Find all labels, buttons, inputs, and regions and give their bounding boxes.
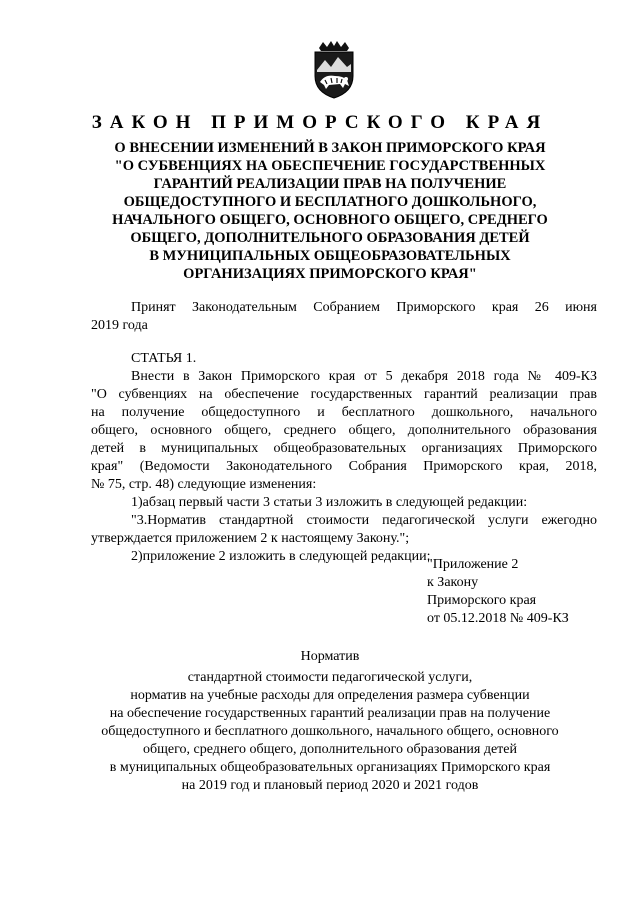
article-1 <box>91 350 597 566</box>
amendment-quote-line: утверждается приложением 2 к настоящему Закону."; <box>91 531 410 546</box>
amendment-quote-line: "3.Норматив стандартной стоимости педагогической услуги ежегодно <box>131 513 597 528</box>
normative-line: в муниципальных общеобразовательных организациях Приморского края <box>109 760 551 775</box>
adoption-line: 2019 года <box>91 318 148 333</box>
appendix-line: к Закону <box>427 575 479 590</box>
adoption-line: Принят Законодательным Собранием Приморского края 26 июня <box>131 300 597 315</box>
normative-line: стандартной стоимости педагогической услуги, <box>187 670 473 685</box>
article-text-line: общего, основного общего, среднего общего, дополнительного образования <box>91 423 597 438</box>
normative-line: общедоступного и бесплатного дошкольного, начального общего, основного <box>101 724 559 739</box>
subtitle-line: ОБЩЕДОСТУПНОГО И БЕСПЛАТНОГО ДОШКОЛЬНОГО, <box>123 194 537 210</box>
appendix-line: от 05.12.2018 № 409-КЗ <box>427 611 569 626</box>
normative-line: общего, среднего общего, дополнительного образования детей <box>143 742 517 757</box>
coat-of-arms-icon <box>307 40 361 100</box>
law-title: ЗАКОН ПРИМОРСКОГО КРАЯ <box>91 112 549 133</box>
subtitle-line: ОБЩЕГО, ДОПОЛНИТЕЛЬНОГО ОБРАЗОВАНИЯ ДЕТЕЙ <box>130 230 530 246</box>
normative-line: на обеспечение государственных гарантий реализации прав на получение <box>109 706 551 721</box>
article-text-line: "О субвенциях на обеспечение государственных гарантий реализации прав <box>91 387 597 402</box>
article-heading: СТАТЬЯ 1. <box>131 351 197 366</box>
subtitle-line: В МУНИЦИПАЛЬНЫХ ОБЩЕОБРАЗОВАТЕЛЬНЫХ <box>149 248 511 264</box>
normative-title-block <box>60 648 600 795</box>
adoption-note <box>91 299 597 335</box>
article-text-line: № 75, стр. 48) следующие изменения: <box>91 477 317 492</box>
article-text-line: на получение общедоступного и бесплатного дошкольного, начального <box>91 405 597 420</box>
subtitle-line: НАЧАЛЬНОГО ОБЩЕГО, ОСНОВНОГО ОБЩЕГО, СРЕДНЕГО <box>112 212 548 228</box>
article-text-line: Внести в Закон Приморского края от 5 декабря 2018 года № 409-КЗ <box>131 369 597 384</box>
subtitle-line: ГАРАНТИЙ РЕАЛИЗАЦИИ ПРАВ НА ПОЛУЧЕНИЕ <box>153 176 507 192</box>
law-subtitle <box>90 139 570 283</box>
article-text-line: детей в муниципальных общеобразовательных организациях Приморского <box>91 441 597 456</box>
article-text-line: края" (Ведомости Законодательного Собрания Приморского края, 2018, <box>91 459 597 474</box>
normative-line: норматив на учебные расходы для определения размера субвенции <box>130 688 530 703</box>
normative-line: на 2019 год и плановый период 2020 и 2021 годов <box>181 778 479 793</box>
appendix-line: Приморского края <box>427 593 537 608</box>
amendment-item-1: 1)абзац первый части 3 статьи 3 изложить в следующей редакции: <box>131 495 528 510</box>
amendment-item-2: 2)приложение 2 изложить в следующей редакции: <box>131 549 431 564</box>
subtitle-line: ОРГАНИЗАЦИЯХ ПРИМОРСКОГО КРАЯ" <box>183 266 477 282</box>
appendix-reference <box>427 556 569 628</box>
appendix-line: "Приложение 2 <box>427 557 519 572</box>
normative-heading: Норматив <box>300 649 360 664</box>
subtitle-line: "О СУБВЕНЦИЯХ НА ОБЕСПЕЧЕНИЕ ГОСУДАРСТВЕННЫХ <box>114 158 546 174</box>
subtitle-line: О ВНЕСЕНИИ ИЗМЕНЕНИЙ В ЗАКОН ПРИМОРСКОГО КРАЯ <box>114 140 546 156</box>
